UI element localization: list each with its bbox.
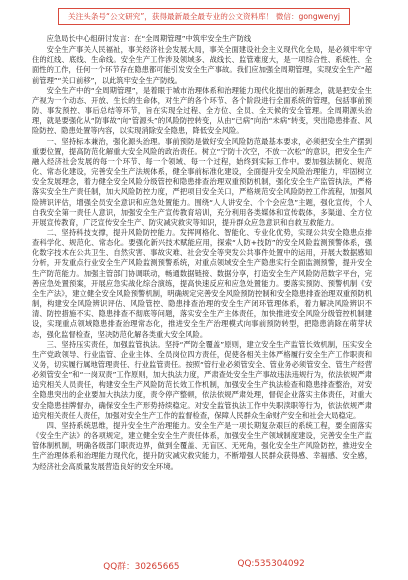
paragraph: 安全生产事关人民福祉，事关经济社会发展大局，事关全面建设社会主义现代化全局，是必须牢牢守住的红线、底线、生命线。安全生产工作涉及领域多、战线长、监管难度大，是一项综合性、系统性、全面性的工作，任何一个环节存在隐患都可能引发安全生产事故。我们应加强全周期管理，实现安全生产“超前管理”“关口前移”，以此筑牢安全生产防线。 <box>32 45 372 85</box>
qq-group-text: QQ群：30265665 <box>103 562 180 572</box>
contact-footer <box>0 559 408 572</box>
paragraph: 安全生产中的“全周期管理”，是着眼于城市治理体系和治理能力现代化提出的新理念，就是把安全生产视为一个动态、开放、生长的生命体，对生产的各个环节、各个阶段进行全面系统的管理，包括事前预防、事发预控、事后总结等环节，旨在实现全过程、全方位、全员、全天候的安全管理。全周期源头治理，就是要强化从“防事故”向“管源头”的风险防控转变，从由“已病”向治“未病”转变，突出隐患排查、风险防控、隐患处置等内容，以实现消除安全隐患，降低安全风险。 <box>32 85 372 136</box>
document-body <box>32 34 372 534</box>
promo-banner: 关注头条号“公文研究”，获得最新最全最专业的公文资料库！ 微信：gongwenyj <box>58 8 350 25</box>
paragraph: 二、坚持科技支撑，提升风险防控能力。发挥网格化、智能化、专业化优势，实现公共安全隐患点排查科学化、规范化、常态化。要强化新兴技术赋能应用，探索“人防+技防”的安全风险监测预警体系，强化数字技术在公共卫生、自然灾害、事故灾难、社会安全等突发公共事件处置中的运用，开展大数据感知分析，开发重点行业安全生产风险监测预警系统，对重点领域安全生产隐患实行全面监测预警，提升安全生产防范能力。加强主管部门协调联动，畅通数据链接、数据分享，打造安全生产风险防范数字平台，完善应急处置预案，开展应急实战化综合演练，提高快速反应和应急处置能力。要落实预防、预警机制《安全生产法》，建立健全安全风险预警机制，明确规定完善安全风险预防控制和安全隐患排查治理双重预防机制，构建安全风险辨识评估、风险管控、隐患排查治理的安全生产闭环管理体系，着力解决风险辨识不清、防控措施不实、隐患排查不彻底等问题，落实安全生产主体责任，加快推进安全风险分级管控机制建设，实现重点领域隐患排查治理常态化，推进安全生产治理模式向事前预防转型，把隐患消除在萌芽状态，强化监督检查，坚决防范化解各类重大安全风险。 <box>32 227 372 339</box>
document-title: 应急局长中心组研讨发言：在“全周期管理”中筑牢安全生产防线 <box>46 34 252 43</box>
qq-number-text: QQ:535304092 <box>237 559 305 569</box>
paragraph: 四、坚持系统思维，提升安全生产治理能力。安全生产是一项长期复杂艰巨的系统工程，要全面落实《安全生产法》的各项规定，建立健全安全生产责任体系，加强安全生产领域制度建设，完善安全生产监管体制机制，明确各级部门职责边界，做到全覆盖、无盲区、无死角，强化安全生产风险防控，推进安全生产治理体系和治理能力现代化，提升防灾减灾救灾能力，不断增强人民群众获得感、幸福感、安全感，为经济社会高质量发展营造良好的安全环境。 <box>32 420 372 471</box>
paragraph: 三、坚持压实责任，加强监管执法。坚持“严防全覆盖”原则，建立安全生产监管长效机制，压实安全生产党政领导、行业监管、企业主体、全员岗位四方责任，促使各相关主体严格履行安全生产工作职责和义务，切实履行属地管理责任、行业监管责任。按照“管行业必须管安全、管业务必须管安全、管生产经营必须管安全”和“一岗双责”工作原则，加大执法力度，严肃查处安全生产事故违法违规行为，依法依规严肃追究相关人员责任，构建安全生产风险防范长效工作机制，加强安全生产执法检查和隐患排查整治，对安全隐患突出的企业要加大执法力度，责令停产整顿，依法依规严肃处理，督促企业落实主体责任，对重大安全隐患挂牌督办，确保安全生产形势持续稳定。对安全监管执法工作中失职渎职等行为，依法依规严肃追究相关责任人责任，加强对安全生产工作的监督检查，保障人民群众生命财产安全和社会大局稳定。 <box>32 339 372 420</box>
paragraph: 一、坚持标本兼治，强化源头治理。事前预防是做好安全风险防范最基本要求，必须把安全生产摆到重要位置，提高防范化解重大安全风险的政治责任。树立“宁防十次空，不放一次松”的意识，把安全生产融入经济社会发展的每一个环节、每一个领域、每一个过程，始终到实际工作中。要加强法制化、规范化、常态化建设，完善安全生产法规体系，健全事前标准化建设，全面提升安全风险治理能力，牢固树立安全发展理念，着力健全安全风险分级管控和隐患排查治理双重预防机制，强化安全生产监管执法，严格落实安全生产责任制，加大风险防控力度，严把项目安全关口，严格规范安全风险防控工作流程，加强风险辨识评估，增强全员安全意识和应急处置能力。围绕“人人讲安全、个个会应急”主题，强化宣传，个人自我安全第一责任人意识，加强安全生产宣传教育培训，充分利用各类媒体和宣传载体，多渠道、全方位开展宣传教育，广泛宣传安全生产、防灾减灾救灾等知识，提升群众应急意识和自救互救能力。 <box>32 136 372 227</box>
